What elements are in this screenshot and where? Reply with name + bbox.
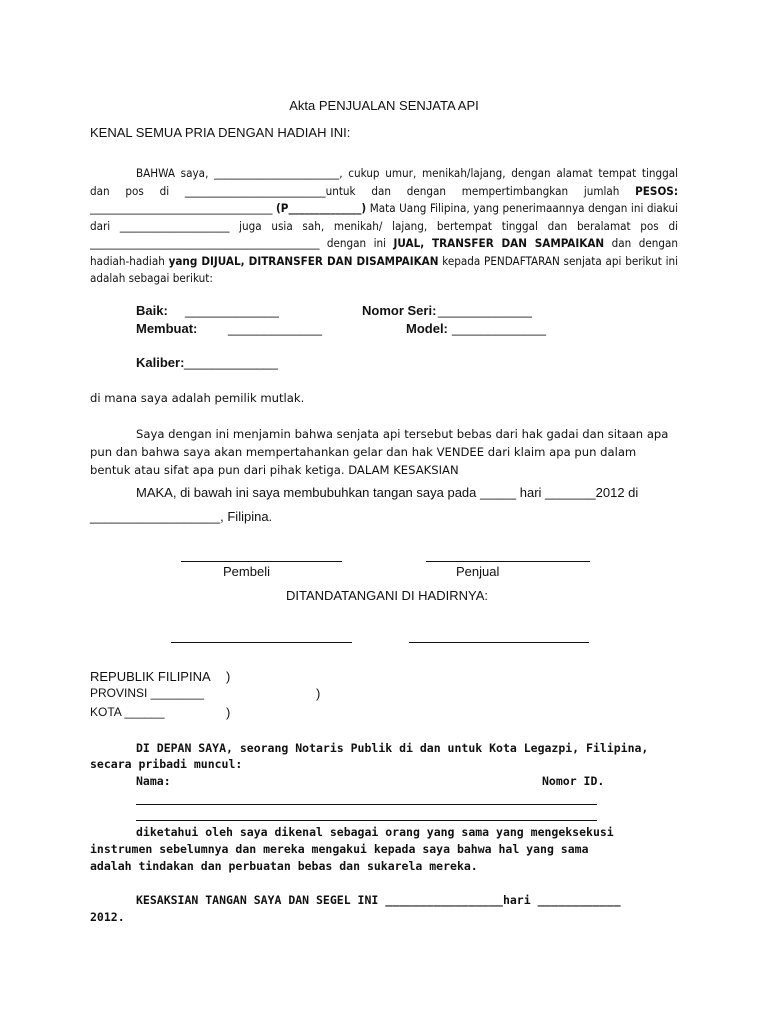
kota-text: KOTA ______: [90, 705, 165, 719]
field-membuat-line: _____________: [228, 321, 322, 336]
maka-text: MAKA, di bawah ini saya membubuhkan tangan saya pada _____ hari _______2012 di: [136, 485, 639, 500]
republik-text: REPUBLIK FILIPINA: [90, 669, 211, 684]
kenal-heading: KENAL SEMUA PRIA DENGAN HADIAH INI:: [90, 125, 351, 140]
filipina-text: __________________, Filipina.: [90, 509, 273, 524]
field-model-label: Model:: [406, 321, 448, 336]
field-nomor-seri-label: Nomor Seri:: [362, 303, 437, 318]
field-baik-line: _____________: [185, 303, 279, 318]
provinsi-paren: ): [316, 686, 321, 701]
ditandatangani-text: DITANDATANGANI DI HADIRNYA:: [286, 588, 488, 603]
kesaksian-text: KESAKSIAN TANGAN SAYA DAN SEGEL INI _________________hari ____________: [136, 893, 621, 907]
field-nomor-seri-line: _____________: [438, 303, 532, 318]
sale-paragraph: BAHWA saya, ________________________, cukup umur, menikah/lajang, dengan alamat tempat tinggal dan pos di ___________________________untuk dan dengan mempertimbangkan jumlah PESOS: ___________________________________ (P______________) Mata Uang Filipina, yang penerimaannya dengan ini diakui dari _____________________ juga usia sah, menikah/ lajang, bertempat tinggal dan beralamat pos di ____________________________________________ dengan ini JUAL, TRANSFER DAN SAMPAIKAN dan dengan hadiah-hadiah yang DIJUAL, DITRANSFER DAN DISAMPAIKAN kepada PENDAFTARAN senjata api berikut ini adalah sebagai berikut:: [90, 166, 679, 285]
nomor-id-label: Nomor ID.: [542, 774, 605, 788]
warranty-paragraph: Saya dengan ini menjamin bahwa senjata api tersebut bebas dari hak gadai dan sitaan apa pun dan bahwa saya akan mempertahankan gelar dan hak VENDEE dari klaim apa pun dalam bentuk atau sifat apa pun dari pihak ketiga. DALAM KESAKSIAN: [90, 427, 669, 477]
provinsi-text: PROVINSI ________: [90, 686, 205, 700]
field-baik-label: Baik:: [136, 303, 168, 318]
pemilik-text: di mana saya adalah pemilik mutlak.: [90, 391, 305, 405]
year-text: 2012.: [90, 910, 125, 924]
diketahui-line-1: diketahui oleh saya dikenal sebagai orang yang sama yang mengeksekusi: [136, 825, 614, 839]
notaris-text: DI DEPAN SAYA, seorang Notaris Publik di dan untuk Kota Legazpi, Filipina,: [136, 741, 649, 755]
witness1-signature-line: [171, 642, 352, 643]
nama-label: Nama:: [136, 774, 171, 788]
field-kaliber-label: Kaliber:: [136, 355, 185, 370]
nama-line-1: [136, 804, 597, 805]
republik-paren: ): [226, 669, 231, 684]
penjual-signature-line: [426, 561, 590, 562]
pembeli-label: Pembeli: [223, 564, 270, 579]
pembeli-signature-line: [181, 561, 342, 562]
penjual-label: Penjual: [456, 564, 500, 579]
witness2-signature-line: [409, 642, 589, 643]
kota-paren: ): [226, 705, 231, 720]
field-membuat-label: Membuat:: [136, 321, 198, 336]
field-kaliber-line: _____________: [184, 355, 278, 370]
field-model-line: _____________: [452, 321, 546, 336]
diketahui-line-2: instrumen sebelumnya dan mereka mengakui kepada saya bahwa hal yang sama: [90, 842, 589, 856]
nama-line-2: [136, 820, 597, 821]
document-title: Akta PENJUALAN SENJATA API: [289, 98, 479, 113]
muncul-text: secara pribadi muncul:: [90, 757, 243, 771]
diketahui-line-3: adalah tindakan dan perbuatan bebas dan sukarela mereka.: [90, 859, 478, 873]
